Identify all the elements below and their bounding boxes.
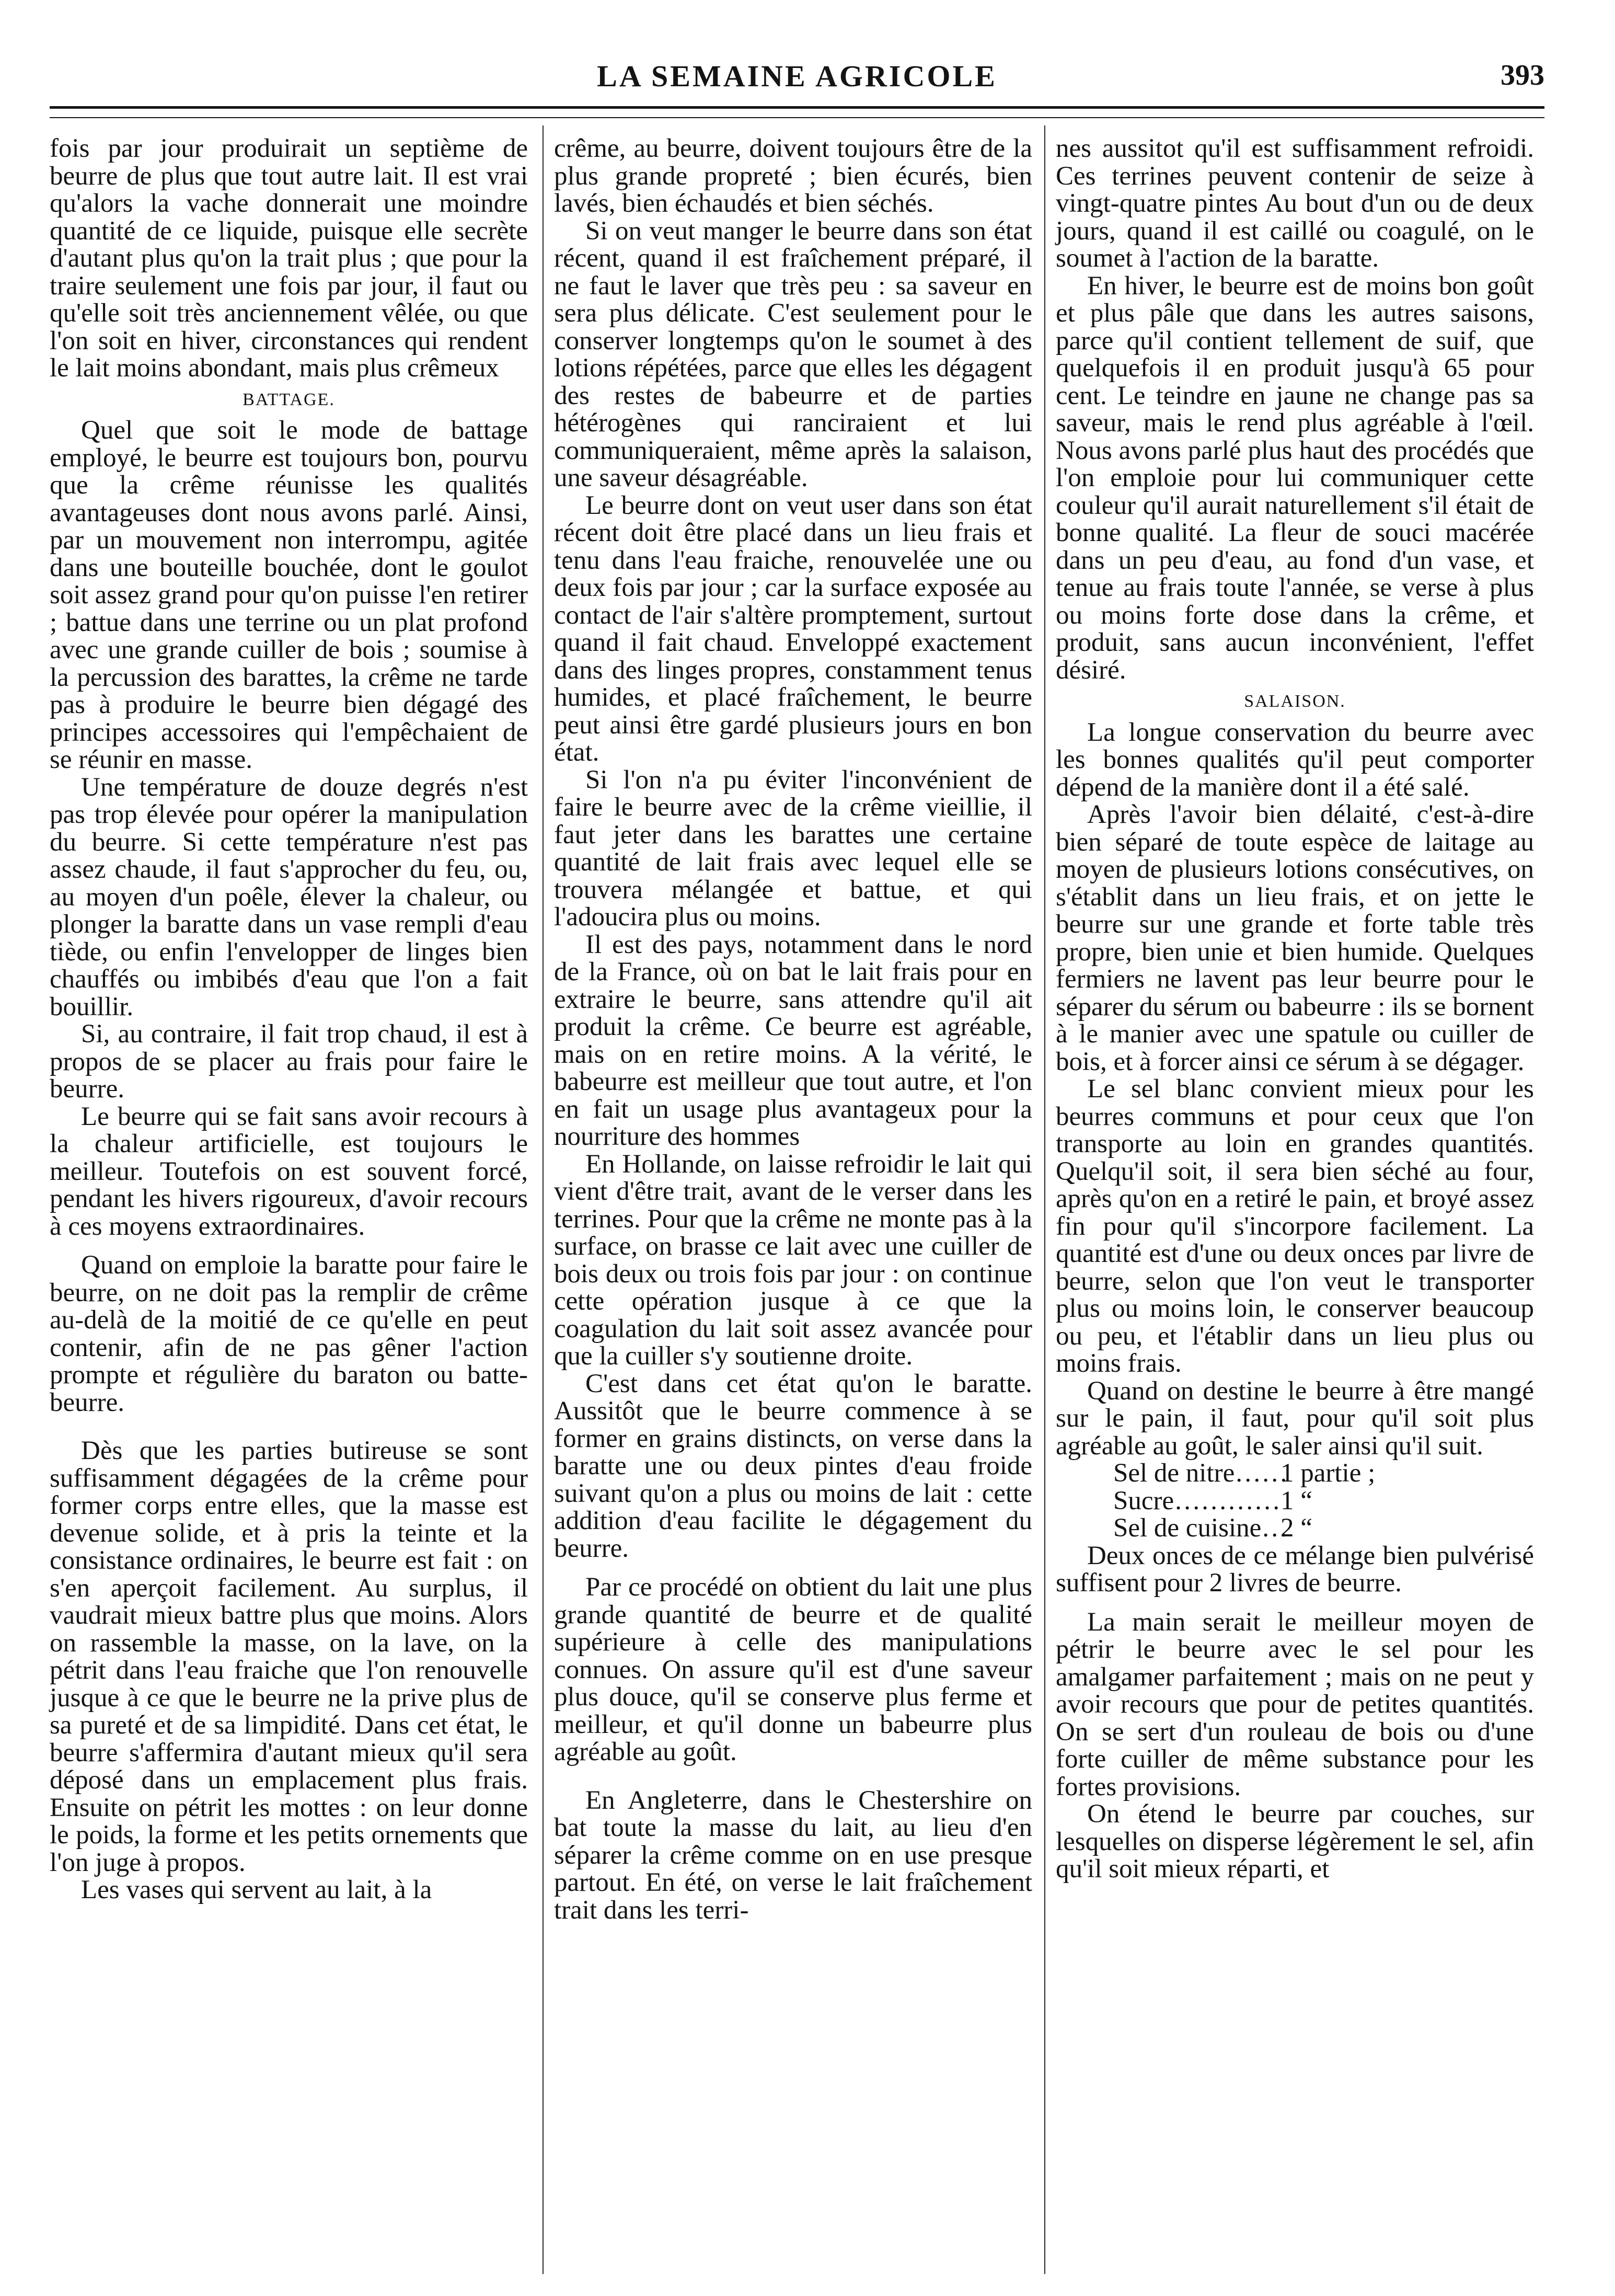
header-rule-thin — [50, 117, 1544, 118]
recipe-row — [1113, 1514, 1534, 1542]
paragraph: Il est des pays, notamment dans le nord de la France, où on bat le lait frais pour en extraire le beurre, sans attendre qu'il ait produit la crême. Ce beurre est agréable, mais on en retire moins. A la vérité, le babeurre est meilleur que tout autre, et l'on en fait un usage plus avantageux pour la nourriture des hommes — [554, 929, 1032, 1151]
recipe-quantity: 1 “ — [1281, 1486, 1312, 1516]
section-heading-battage: BATTAGE. — [243, 389, 335, 409]
salt-recipe — [1113, 1460, 1534, 1542]
page-header — [50, 59, 1544, 111]
paragraph: Quand on destine le beurre à être mangé sur le pain, il faut, pour qu'il soit plus agréable au goût, le saler ainsi qu'il suit. — [1056, 1376, 1534, 1461]
paragraph: Deux onces de ce mélange bien pulvérisé suffisent pour 2 livres de beurre. — [1056, 1541, 1534, 1598]
recipe-row — [1113, 1487, 1534, 1515]
text-column-1 — [50, 135, 528, 2273]
running-title: LA SEMAINE AGRICOLE — [597, 59, 997, 93]
paragraph: La main serait le meilleur moyen de pétrir le beurre avec le sel pour les amalgamer parfaitement ; mais on ne peut y avoir recours que pour de petites quantités. On se sert d'un rouleau de bois ou d'une forte cuiller de même substance pour les fortes provisions. — [1056, 1607, 1534, 1801]
page-number: 393 — [1501, 59, 1544, 91]
paragraph: On étend le beurre par couches, sur lesquelles on disperse légèrement le sel, afin qu'il soit mieux réparti, et — [1056, 1799, 1534, 1884]
paragraph: Les vases qui servent au lait, à la — [81, 1875, 432, 1904]
section-heading-salaison: SALAISON. — [1244, 692, 1346, 711]
column-divider — [1044, 125, 1045, 2274]
recipe-ingredient: Sel de cuisine… — [1113, 1513, 1288, 1543]
header-rule-thick — [50, 106, 1544, 109]
paragraph: Le beurre dont on veut user dans son état récent doit être placé dans un lieu frais et tenu dans l'eau fraiche, renouvelée une ou deux fois par jour ; car la surface exposée au contact de l'air s'altère promptement, surtout quand il fait chaud. Enveloppé exactement dans des linges propres, constamment tenus humides, et placé fraîchement, le beurre peut ainsi être gardé plusieurs jours en bon état. — [554, 490, 1032, 767]
text-column-3 — [1056, 135, 1534, 2273]
paragraph: crême, au beurre, doivent toujours être de la plus grande propreté ; bien écurés, bien lavés, bien échaudés et bien séchés. — [554, 134, 1032, 218]
paragraph: En Hollande, on laisse refroidir le lait qui vient d'être trait, avant de le verser dans les terrines. Pour que la crême ne monte pas à la surface, on brasse ce lait avec une cuiller de bois deux ou trois fois par jour : on continue cette opération jusque à ce que la coagulation du lait soit assez avancée pour que la cuiller s'y soutienne droite. — [554, 1149, 1032, 1371]
recipe-quantity: 2 “ — [1281, 1513, 1312, 1543]
recipe-ingredient: Sel de nitre…… — [1113, 1459, 1288, 1488]
paragraph: fois par jour produirait un septième de beurre de plus que tout autre lait. Il est vrai qu'alors la vache donnerait une moindre quantité de ce liquide, puisque elle secrète d'autant plus qu'on la trait plus ; que pour la traire seulement une fois par jour, il faut ou qu'elle soit très anciennement vêlée, ou que l'on soit en hiver, circonstances qui rendent le lait moins abondant, mais plus crêmeux — [50, 134, 528, 383]
paragraph: Après l'avoir bien délaité, c'est-à-dire bien séparé de toute espèce de laitage au moyen de plusieurs lotions consécutives, on s'établit dans un lieu frais, et on jette le beurre sur une grande et forte table très propre, bien unie et bien humide. Quelques fermiers ne lavent pas leur beurre pour le séparer du sérum ou babeurre : ils se bornent à le manier avec une spatule ou cuiller de bois, et à forcer ainsi ce sérum à se dégager. — [1056, 800, 1534, 1076]
paragraph: Une température de douze degrés n'est pas trop élevée pour opérer la manipulation du beurre. Si cette température n'est pas assez chaude, il faut s'approcher du feu, ou, au moyen d'un poêle, élever la chaleur, ou plonger la baratte dans un vase rempli d'eau tiède, ou enfin l'envelopper de linges bien chauffés ou imbibés d'eau que l'on a fait bouillir. — [50, 772, 528, 1021]
text-column-2 — [554, 135, 1032, 2273]
paragraph: Si l'on n'a pu éviter l'inconvénient de faire le beurre avec de la crême vieillie, il faut jeter dans les barattes une certaine quantité de lait frais avec lequel elle se trouvera mélangée et battue, et qui l'adoucira plus ou moins. — [554, 765, 1032, 932]
paragraph: En Angleterre, dans le Chestershire on bat toute la masse du lait, au lieu d'en séparer la crême comme on en use presque partout. En été, on verse le lait fraîchement trait dans les terri- — [554, 1785, 1032, 1925]
recipe-ingredient: Sucre………… — [1113, 1486, 1281, 1516]
paragraph: La longue conservation du beurre avec les bonnes qualités qu'il peut comporter dépend de la manière dont il a été salé. — [1056, 717, 1534, 802]
paragraph: nes aussitot qu'il est suffisamment refroidi. Ces terrines peuvent contenir de seize à vingt-quatre pintes Au bout d'un ou de deux jours, quand il est caillé ou coagulé, on le soumet à l'action de la baratte. — [1056, 134, 1534, 273]
paragraph: Dès que les parties butireuse se sont suffisamment dégagées de la crême pour former corps entre elles, que la masse est devenue solide, et à pris la teinte et la consistance ordinaires, le beurre est fait : on s'en aperçoit facilement. Au surplus, il vaudrait mieux battre plus que moins. Alors on rassemble la masse, on la lave, on la pétrit dans l'eau fraiche que l'on renouvelle jusque à ce que le beurre ne la prive plus de sa pureté et de sa limpidité. Dans cet état, le beurre s'affermira d'autant mieux qu'il sera déposé dans un emplacement plus frais. Ensuite on pétrit les mottes : on leur donne le poids, la forme et les petits ornements que l'on juge à propos. — [50, 1436, 528, 1877]
paragraph: Quand on emploie la baratte pour faire le beurre, on ne doit pas la remplir de crême au-delà de la moitié de ce qu'elle en peut contenir, afin de ne pas gêner l'action prompte et régulière du baraton ou batte-beurre. — [50, 1250, 528, 1417]
paragraph: Si, au contraire, il fait trop chaud, il est à propos de se placer au frais pour faire le beurre. — [50, 1019, 528, 1104]
recipe-quantity: 1 partie ; — [1281, 1459, 1376, 1488]
paragraph: Si on veut manger le beurre dans son état récent, quand il est fraîchement préparé, il ne faut le laver que très peu : sa saveur en sera plus délicate. C'est seulement pour le conserver longtemps qu'on le soumet à des lotions répétées, parce que elles les dégagent des restes de babeurre et de parties hétérogènes qui ranciraient et lui communiqueraient, même après la salaison, une saveur désagréable. — [554, 216, 1032, 492]
paragraph: Par ce procédé on obtient du lait une plus grande quantité de beurre et de qualité supérieure à celle des manipulations connues. On assure qu'il est d'une saveur plus douce, qu'il se conserve plus ferme et meilleur, et qu'il donne un babeurre plus agréable au goût. — [554, 1572, 1032, 1766]
paragraph: Quel que soit le mode de battage employé, le beurre est toujours bon, pourvu que la crême réunisse les qualités avantageuses dont nous avons parlé. Ainsi, par un mouvement non interrompu, agitée dans une bouteille bouchée, dont le goulot soit assez grand pour qu'on puisse l'en retirer ; battue dans une terrine ou un plat profond avec une grande cuiller de bois ; soumise à la percussion des barattes, la crême ne tarde pas à produire le beurre bien dégagé des principes accessoires qui l'empêchaient de se réunir en masse. — [50, 416, 528, 774]
column-divider — [543, 125, 544, 2274]
paragraph: En hiver, le beurre est de moins bon goût et plus pâle que dans les autres saisons, parce qu'il contient tellement de suif, que quelquefois il en produit jusqu'à 65 pour cent. Le teindre en jaune ne change pas sa saveur, mais le rend plus agréable à l'œil. Nous avons parlé plus haut des procédés que l'on emploie pour lui communiquer cette couleur qu'il aurait naturellement s'il était de bonne qualité. La fleur de souci macérée dans un peu d'eau, au fond d'un vase, et tenue au frais toute l'année, se verse à plus ou moins forte dose dans la crême, et produit, sans aucun inconvénient, l'effet désiré. — [1056, 271, 1534, 685]
paragraph: Le beurre qui se fait sans avoir recours à la chaleur artificielle, est toujours le meilleur. Toutefois on est souvent forcé, pendant les hivers rigoureux, d'avoir recours à ces moyens extraordinaires. — [50, 1101, 528, 1241]
paragraph: Le sel blanc convient mieux pour les beurres communs et pour ceux que l'on transporte au loin en grandes quantités. Quelqu'il soit, il sera bien séché au four, après qu'on en a retiré le pain, et broyé assez fin pour qu'il s'incorpore facilement. La quantité est d'une ou deux onces par livre de beurre, selon que l'on veut le transporter plus ou moins loin, le conserver beaucoup ou peu, et l'établir dans un lieu plus ou moins frais. — [1056, 1074, 1534, 1378]
paragraph: C'est dans cet état qu'on le baratte. Aussitôt que le beurre commence à se former en grains distincts, on verse dans la baratte une ou deux pintes d'eau froide suivant qu'on a plus ou moins de lait : cette addition d'eau facilite le dégagement du beurre. — [554, 1369, 1032, 1563]
recipe-row — [1113, 1460, 1534, 1487]
